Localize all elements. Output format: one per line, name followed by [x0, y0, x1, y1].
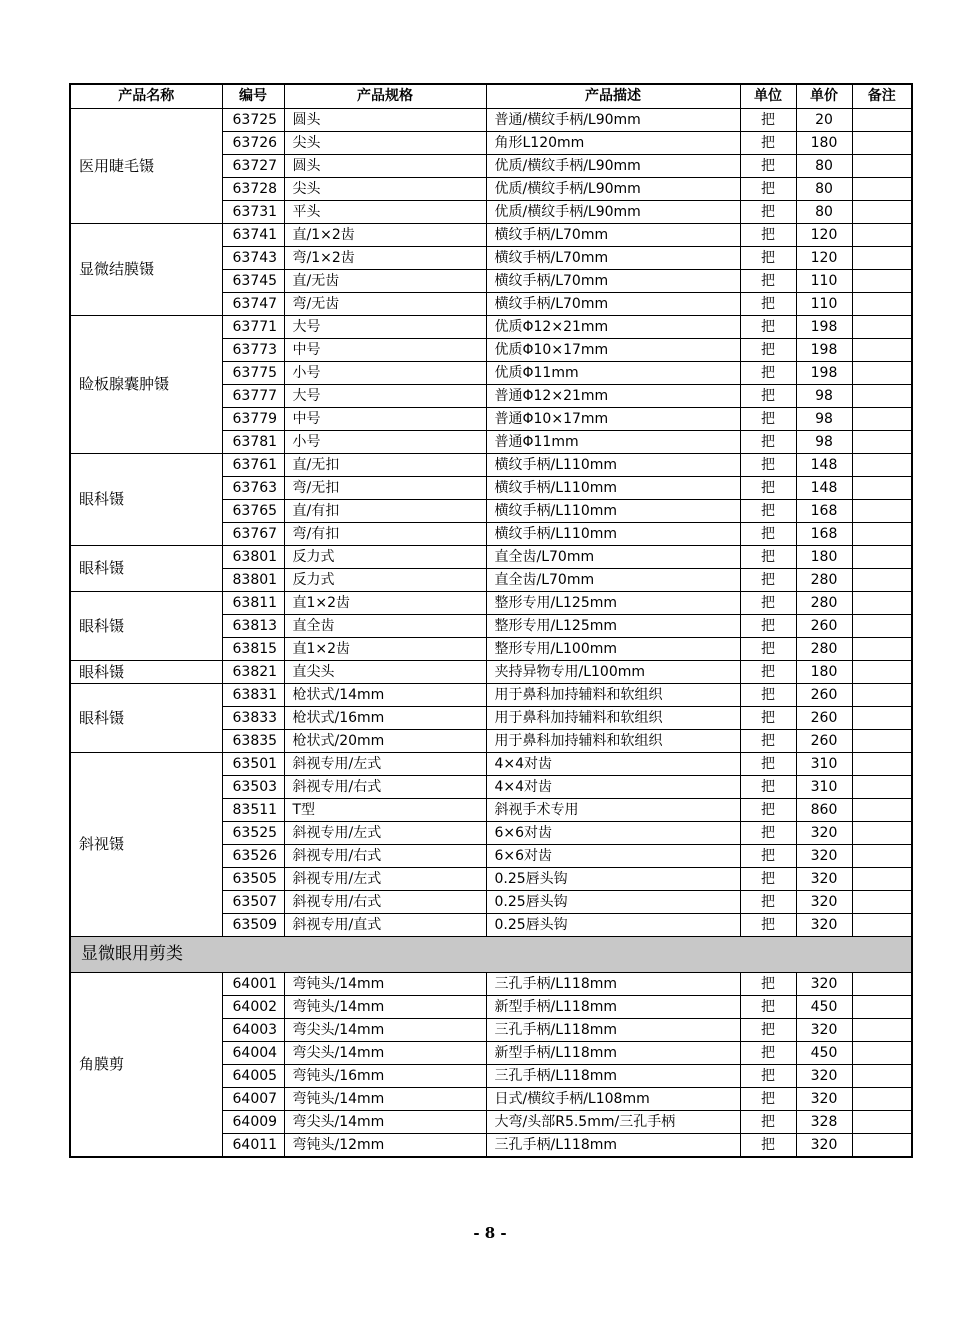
product-unit-cell: 把	[740, 430, 796, 453]
product-spec-cell: 弯钝头/14mm	[284, 972, 486, 995]
product-code-cell: 83511	[222, 798, 284, 821]
product-price-cell: 80	[796, 177, 852, 200]
product-note-cell	[852, 683, 912, 706]
product-name-cell: 睑板腺囊肿镊	[70, 315, 222, 453]
product-spec-cell: 大号	[284, 315, 486, 338]
product-note-cell	[852, 154, 912, 177]
product-description-cell: 用于鼻科加持辅料和软组织	[486, 683, 740, 706]
product-code-cell: 63821	[222, 660, 284, 683]
product-spec-cell: 中号	[284, 407, 486, 430]
product-spec-cell: 枪状式/14mm	[284, 683, 486, 706]
product-spec-cell: 直/1×2齿	[284, 223, 486, 246]
product-price-cell: 148	[796, 453, 852, 476]
product-code-cell: 63763	[222, 476, 284, 499]
product-note-cell	[852, 430, 912, 453]
product-name-cell: 角膜剪	[70, 972, 222, 1157]
product-price-cell: 320	[796, 844, 852, 867]
product-code-cell: 63813	[222, 614, 284, 637]
product-note-cell	[852, 1041, 912, 1064]
table-row	[70, 683, 912, 706]
product-unit-cell: 把	[740, 292, 796, 315]
product-unit-cell: 把	[740, 315, 796, 338]
product-spec-cell: 弯尖头/14mm	[284, 1018, 486, 1041]
product-price-cell: 110	[796, 292, 852, 315]
table-row	[70, 752, 912, 775]
product-name-cell: 斜视镊	[70, 752, 222, 936]
product-note-cell	[852, 200, 912, 223]
product-name-cell: 显微结膜镊	[70, 223, 222, 315]
product-note-cell	[852, 913, 912, 936]
product-description-cell: 角形L120mm	[486, 131, 740, 154]
product-description-cell: 用于鼻科加持辅料和软组织	[486, 706, 740, 729]
product-note-cell	[852, 890, 912, 913]
product-price-cell: 280	[796, 591, 852, 614]
product-description-cell: 4×4对齿	[486, 775, 740, 798]
product-note-cell	[852, 131, 912, 154]
product-unit-cell: 把	[740, 1064, 796, 1087]
product-code-cell: 63745	[222, 269, 284, 292]
product-description-cell: 三孔手柄/L118mm	[486, 972, 740, 995]
product-description-cell: 新型手柄/L118mm	[486, 1041, 740, 1064]
product-code-cell: 63503	[222, 775, 284, 798]
product-price-cell: 320	[796, 821, 852, 844]
product-price-cell: 98	[796, 407, 852, 430]
product-code-cell: 63726	[222, 131, 284, 154]
product-unit-cell: 把	[740, 223, 796, 246]
product-price-cell: 180	[796, 131, 852, 154]
product-spec-cell: 直/无扣	[284, 453, 486, 476]
product-description-cell: 整形专用/L125mm	[486, 591, 740, 614]
product-note-cell	[852, 660, 912, 683]
product-note-cell	[852, 407, 912, 430]
product-note-cell	[852, 821, 912, 844]
product-code-cell: 63505	[222, 867, 284, 890]
header-note: 备注	[852, 84, 912, 108]
product-price-cell: 310	[796, 752, 852, 775]
product-spec-cell: 直全齿	[284, 614, 486, 637]
product-unit-cell: 把	[740, 499, 796, 522]
table-row	[70, 223, 912, 246]
product-description-cell: 日式/横纹手柄/L108mm	[486, 1087, 740, 1110]
product-spec-cell: 弯/有扣	[284, 522, 486, 545]
product-unit-cell: 把	[740, 453, 796, 476]
product-unit-cell: 把	[740, 177, 796, 200]
product-code-cell: 64004	[222, 1041, 284, 1064]
product-note-cell	[852, 522, 912, 545]
product-spec-cell: 枪状式/16mm	[284, 706, 486, 729]
product-code-cell: 63525	[222, 821, 284, 844]
product-price-cell: 320	[796, 1018, 852, 1041]
product-spec-cell: 大号	[284, 384, 486, 407]
product-code-cell: 63777	[222, 384, 284, 407]
product-note-cell	[852, 1133, 912, 1157]
product-note-cell	[852, 568, 912, 591]
product-code-cell: 63767	[222, 522, 284, 545]
product-price-cell: 260	[796, 706, 852, 729]
product-spec-cell: 直1×2齿	[284, 637, 486, 660]
product-price-cell: 310	[796, 775, 852, 798]
product-code-cell: 63747	[222, 292, 284, 315]
product-spec-cell: 斜视专用/左式	[284, 752, 486, 775]
product-price-cell: 180	[796, 545, 852, 568]
product-price-cell: 198	[796, 315, 852, 338]
product-unit-cell: 把	[740, 1087, 796, 1110]
product-description-cell: 0.25唇头钩	[486, 913, 740, 936]
product-code-cell: 63771	[222, 315, 284, 338]
product-unit-cell: 把	[740, 200, 796, 223]
product-note-cell	[852, 292, 912, 315]
product-spec-cell: 平头	[284, 200, 486, 223]
product-unit-cell: 把	[740, 131, 796, 154]
product-price-cell: 168	[796, 522, 852, 545]
product-price-cell: 260	[796, 729, 852, 752]
product-name-cell: 医用睫毛镊	[70, 108, 222, 223]
product-description-cell: 优质Φ11mm	[486, 361, 740, 384]
product-code-cell: 63741	[222, 223, 284, 246]
product-code-cell: 63765	[222, 499, 284, 522]
product-spec-cell: 弯/无扣	[284, 476, 486, 499]
product-spec-cell: 直/无齿	[284, 269, 486, 292]
product-note-cell	[852, 499, 912, 522]
product-price-cell: 98	[796, 430, 852, 453]
product-description-cell: 用于鼻科加持辅料和软组织	[486, 729, 740, 752]
product-note-cell	[852, 995, 912, 1018]
product-spec-cell: 斜视专用/右式	[284, 844, 486, 867]
product-price-cell: 320	[796, 1133, 852, 1157]
product-description-cell: 优质/横纹手柄/L90mm	[486, 177, 740, 200]
product-unit-cell: 把	[740, 844, 796, 867]
product-unit-cell: 把	[740, 246, 796, 269]
product-spec-cell: 直/有扣	[284, 499, 486, 522]
product-description-cell: 普通/横纹手柄/L90mm	[486, 108, 740, 131]
product-spec-cell: 斜视专用/右式	[284, 775, 486, 798]
product-price-cell: 860	[796, 798, 852, 821]
product-price-cell: 180	[796, 660, 852, 683]
header-product-name: 产品名称	[70, 84, 222, 108]
product-price-cell: 450	[796, 995, 852, 1018]
product-unit-cell: 把	[740, 890, 796, 913]
section-title: 显微眼用剪类	[70, 936, 912, 972]
product-note-cell	[852, 844, 912, 867]
product-unit-cell: 把	[740, 637, 796, 660]
product-spec-cell: 弯/1×2齿	[284, 246, 486, 269]
product-spec-cell: 斜视专用/直式	[284, 913, 486, 936]
product-description-cell: 整形专用/L100mm	[486, 637, 740, 660]
product-price-cell: 320	[796, 1064, 852, 1087]
product-code-cell: 83801	[222, 568, 284, 591]
product-unit-cell: 把	[740, 706, 796, 729]
product-note-cell	[852, 476, 912, 499]
product-code-cell: 63833	[222, 706, 284, 729]
product-spec-cell: 直1×2齿	[284, 591, 486, 614]
product-description-cell: 优质Φ12×21mm	[486, 315, 740, 338]
product-unit-cell: 把	[740, 729, 796, 752]
product-description-cell: 横纹手柄/L110mm	[486, 476, 740, 499]
product-unit-cell: 把	[740, 1133, 796, 1157]
product-unit-cell: 把	[740, 545, 796, 568]
product-price-cell: 450	[796, 1041, 852, 1064]
table-row	[70, 108, 912, 131]
product-price-cell: 110	[796, 269, 852, 292]
product-description-cell: 三孔手柄/L118mm	[486, 1133, 740, 1157]
product-code-cell: 63501	[222, 752, 284, 775]
product-code-cell: 63728	[222, 177, 284, 200]
product-spec-cell: 直尖头	[284, 660, 486, 683]
product-unit-cell: 把	[740, 1110, 796, 1133]
product-price-cell: 120	[796, 223, 852, 246]
product-unit-cell: 把	[740, 476, 796, 499]
product-note-cell	[852, 384, 912, 407]
product-note-cell	[852, 246, 912, 269]
product-code-cell: 63811	[222, 591, 284, 614]
header-spec: 产品规格	[284, 84, 486, 108]
product-price-cell: 260	[796, 614, 852, 637]
product-note-cell	[852, 338, 912, 361]
product-price-cell: 320	[796, 867, 852, 890]
product-note-cell	[852, 545, 912, 568]
product-note-cell	[852, 1064, 912, 1087]
product-description-cell: 横纹手柄/L110mm	[486, 499, 740, 522]
product-price-cell: 198	[796, 338, 852, 361]
product-note-cell	[852, 775, 912, 798]
product-code-cell: 64007	[222, 1087, 284, 1110]
product-spec-cell: 弯钝头/14mm	[284, 995, 486, 1018]
product-note-cell	[852, 614, 912, 637]
header-description: 产品描述	[486, 84, 740, 108]
product-spec-cell: 弯钝头/12mm	[284, 1133, 486, 1157]
product-unit-cell: 把	[740, 522, 796, 545]
product-code-cell: 64001	[222, 972, 284, 995]
product-description-cell: 6×6对齿	[486, 821, 740, 844]
header-code: 编号	[222, 84, 284, 108]
product-description-cell: 横纹手柄/L70mm	[486, 292, 740, 315]
product-unit-cell: 把	[740, 361, 796, 384]
product-description-cell: 4×4对齿	[486, 752, 740, 775]
product-spec-cell: 斜视专用/左式	[284, 821, 486, 844]
product-unit-cell: 把	[740, 384, 796, 407]
product-unit-cell: 把	[740, 972, 796, 995]
product-description-cell: 新型手柄/L118mm	[486, 995, 740, 1018]
product-unit-cell: 把	[740, 775, 796, 798]
product-description-cell: 横纹手柄/L70mm	[486, 246, 740, 269]
product-description-cell: 横纹手柄/L110mm	[486, 453, 740, 476]
product-code-cell: 63761	[222, 453, 284, 476]
table-row	[70, 591, 912, 614]
header-unit: 单位	[740, 84, 796, 108]
product-unit-cell: 把	[740, 821, 796, 844]
product-spec-cell: 圆头	[284, 154, 486, 177]
product-unit-cell: 把	[740, 154, 796, 177]
product-note-cell	[852, 1018, 912, 1041]
product-note-cell	[852, 269, 912, 292]
product-price-cell: 80	[796, 200, 852, 223]
product-code-cell: 63509	[222, 913, 284, 936]
product-unit-cell: 把	[740, 913, 796, 936]
product-spec-cell: 弯尖头/14mm	[284, 1041, 486, 1064]
product-description-cell: 6×6对齿	[486, 844, 740, 867]
product-code-cell: 63801	[222, 545, 284, 568]
product-description-cell: 三孔手柄/L118mm	[486, 1018, 740, 1041]
product-note-cell	[852, 706, 912, 729]
product-note-cell	[852, 223, 912, 246]
product-code-cell: 63831	[222, 683, 284, 706]
table-row	[70, 315, 912, 338]
product-description-cell: 直全齿/L70mm	[486, 568, 740, 591]
product-description-cell: 夹持异物专用/L100mm	[486, 660, 740, 683]
product-description-cell: 优质/横纹手柄/L90mm	[486, 154, 740, 177]
product-price-cell: 320	[796, 890, 852, 913]
product-description-cell: 0.25唇头钩	[486, 890, 740, 913]
product-spec-cell: 中号	[284, 338, 486, 361]
product-price-cell: 98	[796, 384, 852, 407]
product-spec-cell: 反力式	[284, 545, 486, 568]
product-code-cell: 63526	[222, 844, 284, 867]
product-price-cell: 280	[796, 637, 852, 660]
section-header-row	[70, 936, 912, 972]
table-row	[70, 972, 912, 995]
table-row	[70, 545, 912, 568]
product-note-cell	[852, 108, 912, 131]
product-note-cell	[852, 1110, 912, 1133]
product-name-cell: 眼科镊	[70, 453, 222, 545]
product-note-cell	[852, 453, 912, 476]
table-header-row	[70, 84, 912, 108]
product-code-cell: 63773	[222, 338, 284, 361]
product-unit-cell: 把	[740, 683, 796, 706]
product-description-cell: 横纹手柄/L70mm	[486, 269, 740, 292]
product-price-cell: 320	[796, 972, 852, 995]
header-price: 单价	[796, 84, 852, 108]
product-unit-cell: 把	[740, 798, 796, 821]
product-code-cell: 63727	[222, 154, 284, 177]
product-price-cell: 260	[796, 683, 852, 706]
product-unit-cell: 把	[740, 108, 796, 131]
product-spec-cell: T型	[284, 798, 486, 821]
product-spec-cell: 小号	[284, 361, 486, 384]
product-description-cell: 三孔手柄/L118mm	[486, 1064, 740, 1087]
product-unit-cell: 把	[740, 614, 796, 637]
page-number: - 8 -	[473, 1224, 507, 1242]
table-row	[70, 453, 912, 476]
product-note-cell	[852, 315, 912, 338]
product-code-cell: 63743	[222, 246, 284, 269]
table-body	[70, 108, 912, 1157]
product-name-cell: 眼科镊	[70, 545, 222, 591]
product-description-cell: 横纹手柄/L70mm	[486, 223, 740, 246]
product-unit-cell: 把	[740, 1041, 796, 1064]
product-name-cell: 眼科镊	[70, 660, 222, 683]
product-price-cell: 120	[796, 246, 852, 269]
product-spec-cell: 弯尖头/14mm	[284, 1110, 486, 1133]
product-code-cell: 64003	[222, 1018, 284, 1041]
product-code-cell: 64002	[222, 995, 284, 1018]
product-spec-cell: 弯钝头/14mm	[284, 1087, 486, 1110]
product-code-cell: 64009	[222, 1110, 284, 1133]
product-price-cell: 280	[796, 568, 852, 591]
product-note-cell	[852, 798, 912, 821]
product-name-cell: 眼科镊	[70, 683, 222, 752]
product-price-cell: 328	[796, 1110, 852, 1133]
product-note-cell	[852, 591, 912, 614]
product-unit-cell: 把	[740, 752, 796, 775]
product-description-cell: 横纹手柄/L110mm	[486, 522, 740, 545]
product-name-cell: 眼科镊	[70, 591, 222, 660]
product-unit-cell: 把	[740, 338, 796, 361]
product-unit-cell: 把	[740, 995, 796, 1018]
product-unit-cell: 把	[740, 1018, 796, 1041]
product-note-cell	[852, 1087, 912, 1110]
product-note-cell	[852, 972, 912, 995]
product-description-cell: 整形专用/L125mm	[486, 614, 740, 637]
product-note-cell	[852, 867, 912, 890]
product-price-cell: 198	[796, 361, 852, 384]
product-note-cell	[852, 729, 912, 752]
product-price-cell: 20	[796, 108, 852, 131]
product-price-cell: 148	[796, 476, 852, 499]
product-price-table	[69, 83, 913, 1158]
product-spec-cell: 斜视专用/右式	[284, 890, 486, 913]
product-spec-cell: 尖头	[284, 131, 486, 154]
product-code-cell: 64005	[222, 1064, 284, 1087]
product-unit-cell: 把	[740, 660, 796, 683]
product-price-cell: 168	[796, 499, 852, 522]
product-price-cell: 320	[796, 1087, 852, 1110]
table-row	[70, 660, 912, 683]
product-note-cell	[852, 177, 912, 200]
product-code-cell: 63779	[222, 407, 284, 430]
product-description-cell: 优质/横纹手柄/L90mm	[486, 200, 740, 223]
product-description-cell: 斜视手术专用	[486, 798, 740, 821]
product-unit-cell: 把	[740, 407, 796, 430]
product-code-cell: 63835	[222, 729, 284, 752]
product-unit-cell: 把	[740, 269, 796, 292]
product-description-cell: 普通Φ10×17mm	[486, 407, 740, 430]
product-code-cell: 63725	[222, 108, 284, 131]
product-price-cell: 320	[796, 913, 852, 936]
product-spec-cell: 弯/无齿	[284, 292, 486, 315]
product-description-cell: 大弯/头部R5.5mm/三孔手柄	[486, 1110, 740, 1133]
product-unit-cell: 把	[740, 867, 796, 890]
product-code-cell: 63781	[222, 430, 284, 453]
product-description-cell: 0.25唇头钩	[486, 867, 740, 890]
product-note-cell	[852, 637, 912, 660]
product-spec-cell: 枪状式/20mm	[284, 729, 486, 752]
product-price-cell: 80	[796, 154, 852, 177]
product-unit-cell: 把	[740, 568, 796, 591]
product-note-cell	[852, 752, 912, 775]
product-description-cell: 直全齿/L70mm	[486, 545, 740, 568]
product-spec-cell: 反力式	[284, 568, 486, 591]
product-description-cell: 普通Φ11mm	[486, 430, 740, 453]
product-spec-cell: 小号	[284, 430, 486, 453]
product-code-cell: 63775	[222, 361, 284, 384]
product-spec-cell: 圆头	[284, 108, 486, 131]
product-description-cell: 普通Φ12×21mm	[486, 384, 740, 407]
product-spec-cell: 尖头	[284, 177, 486, 200]
product-unit-cell: 把	[740, 591, 796, 614]
product-spec-cell: 弯钝头/16mm	[284, 1064, 486, 1087]
product-code-cell: 64011	[222, 1133, 284, 1157]
product-note-cell	[852, 361, 912, 384]
product-code-cell: 63815	[222, 637, 284, 660]
product-description-cell: 优质Φ10×17mm	[486, 338, 740, 361]
product-code-cell: 63507	[222, 890, 284, 913]
product-code-cell: 63731	[222, 200, 284, 223]
product-spec-cell: 斜视专用/左式	[284, 867, 486, 890]
